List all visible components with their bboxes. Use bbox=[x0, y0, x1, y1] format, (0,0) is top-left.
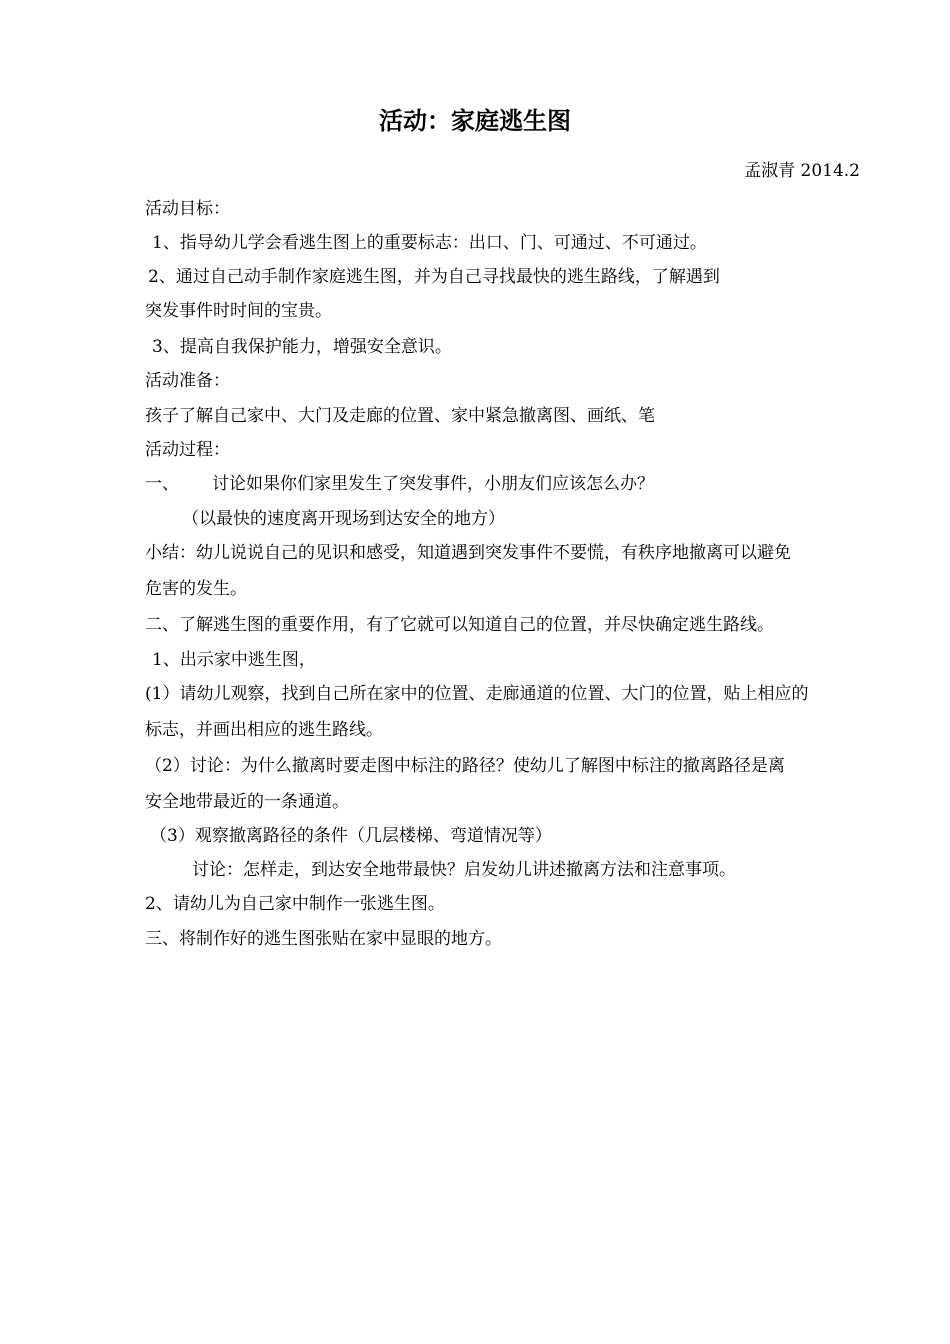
goal-1: 1、指导幼儿学会看逃生图上的重要标志：出口、门、可通过、不可通过。 bbox=[152, 233, 707, 253]
step-2-1-2-line-1: （2）讨论：为什么撤离时要走图中标注的路径？使幼儿了解图中标注的撤离路径是离 bbox=[145, 756, 785, 776]
goal-3: 3、提高自我保护能力，增强安全意识。 bbox=[152, 337, 452, 357]
prep-text: 孩子了解自己家中、大门及走廊的位置、家中紧急撤离图、画纸、笔 bbox=[145, 406, 655, 426]
step-3: 三、将制作好的逃生图张贴在家中显眼的地方。 bbox=[145, 929, 502, 949]
step-2-1-3: （3）观察撤离路径的条件（几层楼梯、弯道情况等） bbox=[150, 826, 552, 846]
process-heading: 活动过程： bbox=[145, 440, 230, 460]
document-title: 活动：家庭逃生图 bbox=[379, 107, 571, 135]
author-date: 孟淑青 2014.2 bbox=[744, 161, 860, 181]
step-2-1-2-line-2: 安全地带最近的一条通道。 bbox=[145, 792, 349, 812]
goal-2-line-1: 2、通过自己动手制作家庭逃生图，并为自己寻找最快的逃生路线，了解遇到 bbox=[148, 267, 720, 287]
summary-line-2: 危害的发生。 bbox=[145, 579, 247, 599]
goal-2-line-2: 突发事件时时间的宝贵。 bbox=[145, 301, 332, 321]
step-1-answer: （以最快的速度离开现场到达安全的地方） bbox=[182, 509, 505, 529]
step-1-text: 讨论如果你们家里发生了突发事件，小朋友们应该怎么办？ bbox=[212, 474, 654, 494]
step-2-1-1-line-1: (1）请幼儿观察，找到自己所在家中的位置、走廊通道的位置、大门的位置，贴上相应的 bbox=[145, 684, 809, 704]
step-2-1: 1、出示家中逃生图， bbox=[152, 650, 316, 670]
summary-line-1: 小结：幼儿说说自己的见识和感受，知道遇到突发事件不要慌，有秩序地撤离可以避免 bbox=[145, 543, 791, 563]
step-2-1-1-line-2: 标志，并画出相应的逃生路线。 bbox=[145, 720, 383, 740]
goals-heading: 活动目标： bbox=[145, 199, 230, 219]
step-2-1-3-discussion: 讨论：怎样走，到达安全地带最快？启发幼儿讲述撤离方法和注意事项。 bbox=[192, 860, 736, 880]
step-2-2: 2、请幼儿为自己家中制作一张逃生图。 bbox=[145, 894, 445, 914]
step-1-number: 一、 bbox=[145, 474, 179, 494]
step-2: 二、了解逃生图的重要作用，有了它就可以知道自己的位置，并尽快确定逃生路线。 bbox=[145, 615, 774, 635]
prep-heading: 活动准备： bbox=[145, 371, 230, 391]
